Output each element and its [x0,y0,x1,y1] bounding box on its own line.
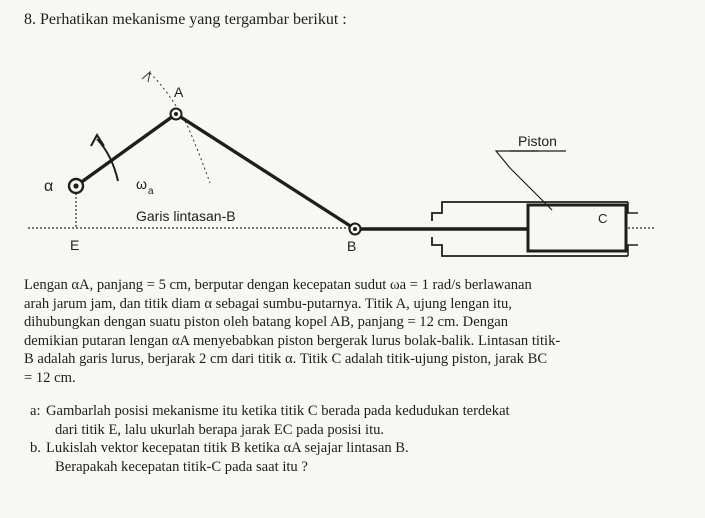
label-piston: Piston [518,133,557,149]
joint-a-center [174,112,178,116]
item-text-line: Lukislah vektor kecepatan titik B ketika αA sejajar lintasan B. [46,440,409,456]
mechanism-figure [0,55,705,270]
item-marker: b. [30,440,41,456]
item-text-line: Gambarlah posisi mekanisme itu ketika titik C berada pada kedudukan terdekat [46,403,510,419]
question-items [24,402,682,476]
crank-alpha-a [76,114,176,186]
paragraph-line: demikian putaran lengan αA menyebabkan piston bergerak lurus bolak-balik. Lintasan titik- [24,332,561,349]
label-e: E [70,237,80,253]
piston-block [528,205,626,251]
paragraph-line: Lengan αA, panjang = 5 cm, berputar dengan kecepatan sudut ωa = 1 rad/s berlawanan [24,277,532,293]
label-c: C [598,211,608,226]
paragraph-line: = 12 cm. [24,369,76,386]
label-alpha: α [44,178,54,195]
paragraph-line: B adalah garis lurus, berjarak 2 cm dari titik α. Titik C adalah titik-ujung piston, jarak BC [24,351,548,367]
label-b: B [347,238,357,254]
mechanism-diagram [0,55,705,270]
label-path-b: Garis lintasan-B [136,208,236,224]
cylinder-end-bottom [628,245,638,256]
alpha-pivot-center [73,183,78,188]
label-omega-sub: a [148,186,154,197]
trajectory-arrow [142,72,150,82]
item-b [24,439,682,476]
item-a [24,402,682,439]
label-omega: ω [136,176,147,192]
item-marker: a: [30,403,41,419]
label-a: A [174,84,184,100]
question-title: 8. Perhatikan mekanisme yang tergambar berikut : [24,11,347,28]
paragraph-line: arah jarum jam, dan titik diam α sebagai sumbu-putarnya. Titik A, ujung lengan itu, [24,295,512,312]
item-text-line: Berapakah kecepatan titik-C pada saat itu ? [55,458,308,475]
paragraph-line: dihubungkan dengan suatu piston oleh batang kopel AB, panjang = 12 cm. Dengan [24,314,509,330]
cylinder-end-top [628,202,638,213]
problem-paragraph [24,276,682,387]
item-text-line: dari titik E, lalu ukurlah berapa jarak EC pada posisi itu. [55,421,385,438]
joint-b-center [353,227,357,231]
